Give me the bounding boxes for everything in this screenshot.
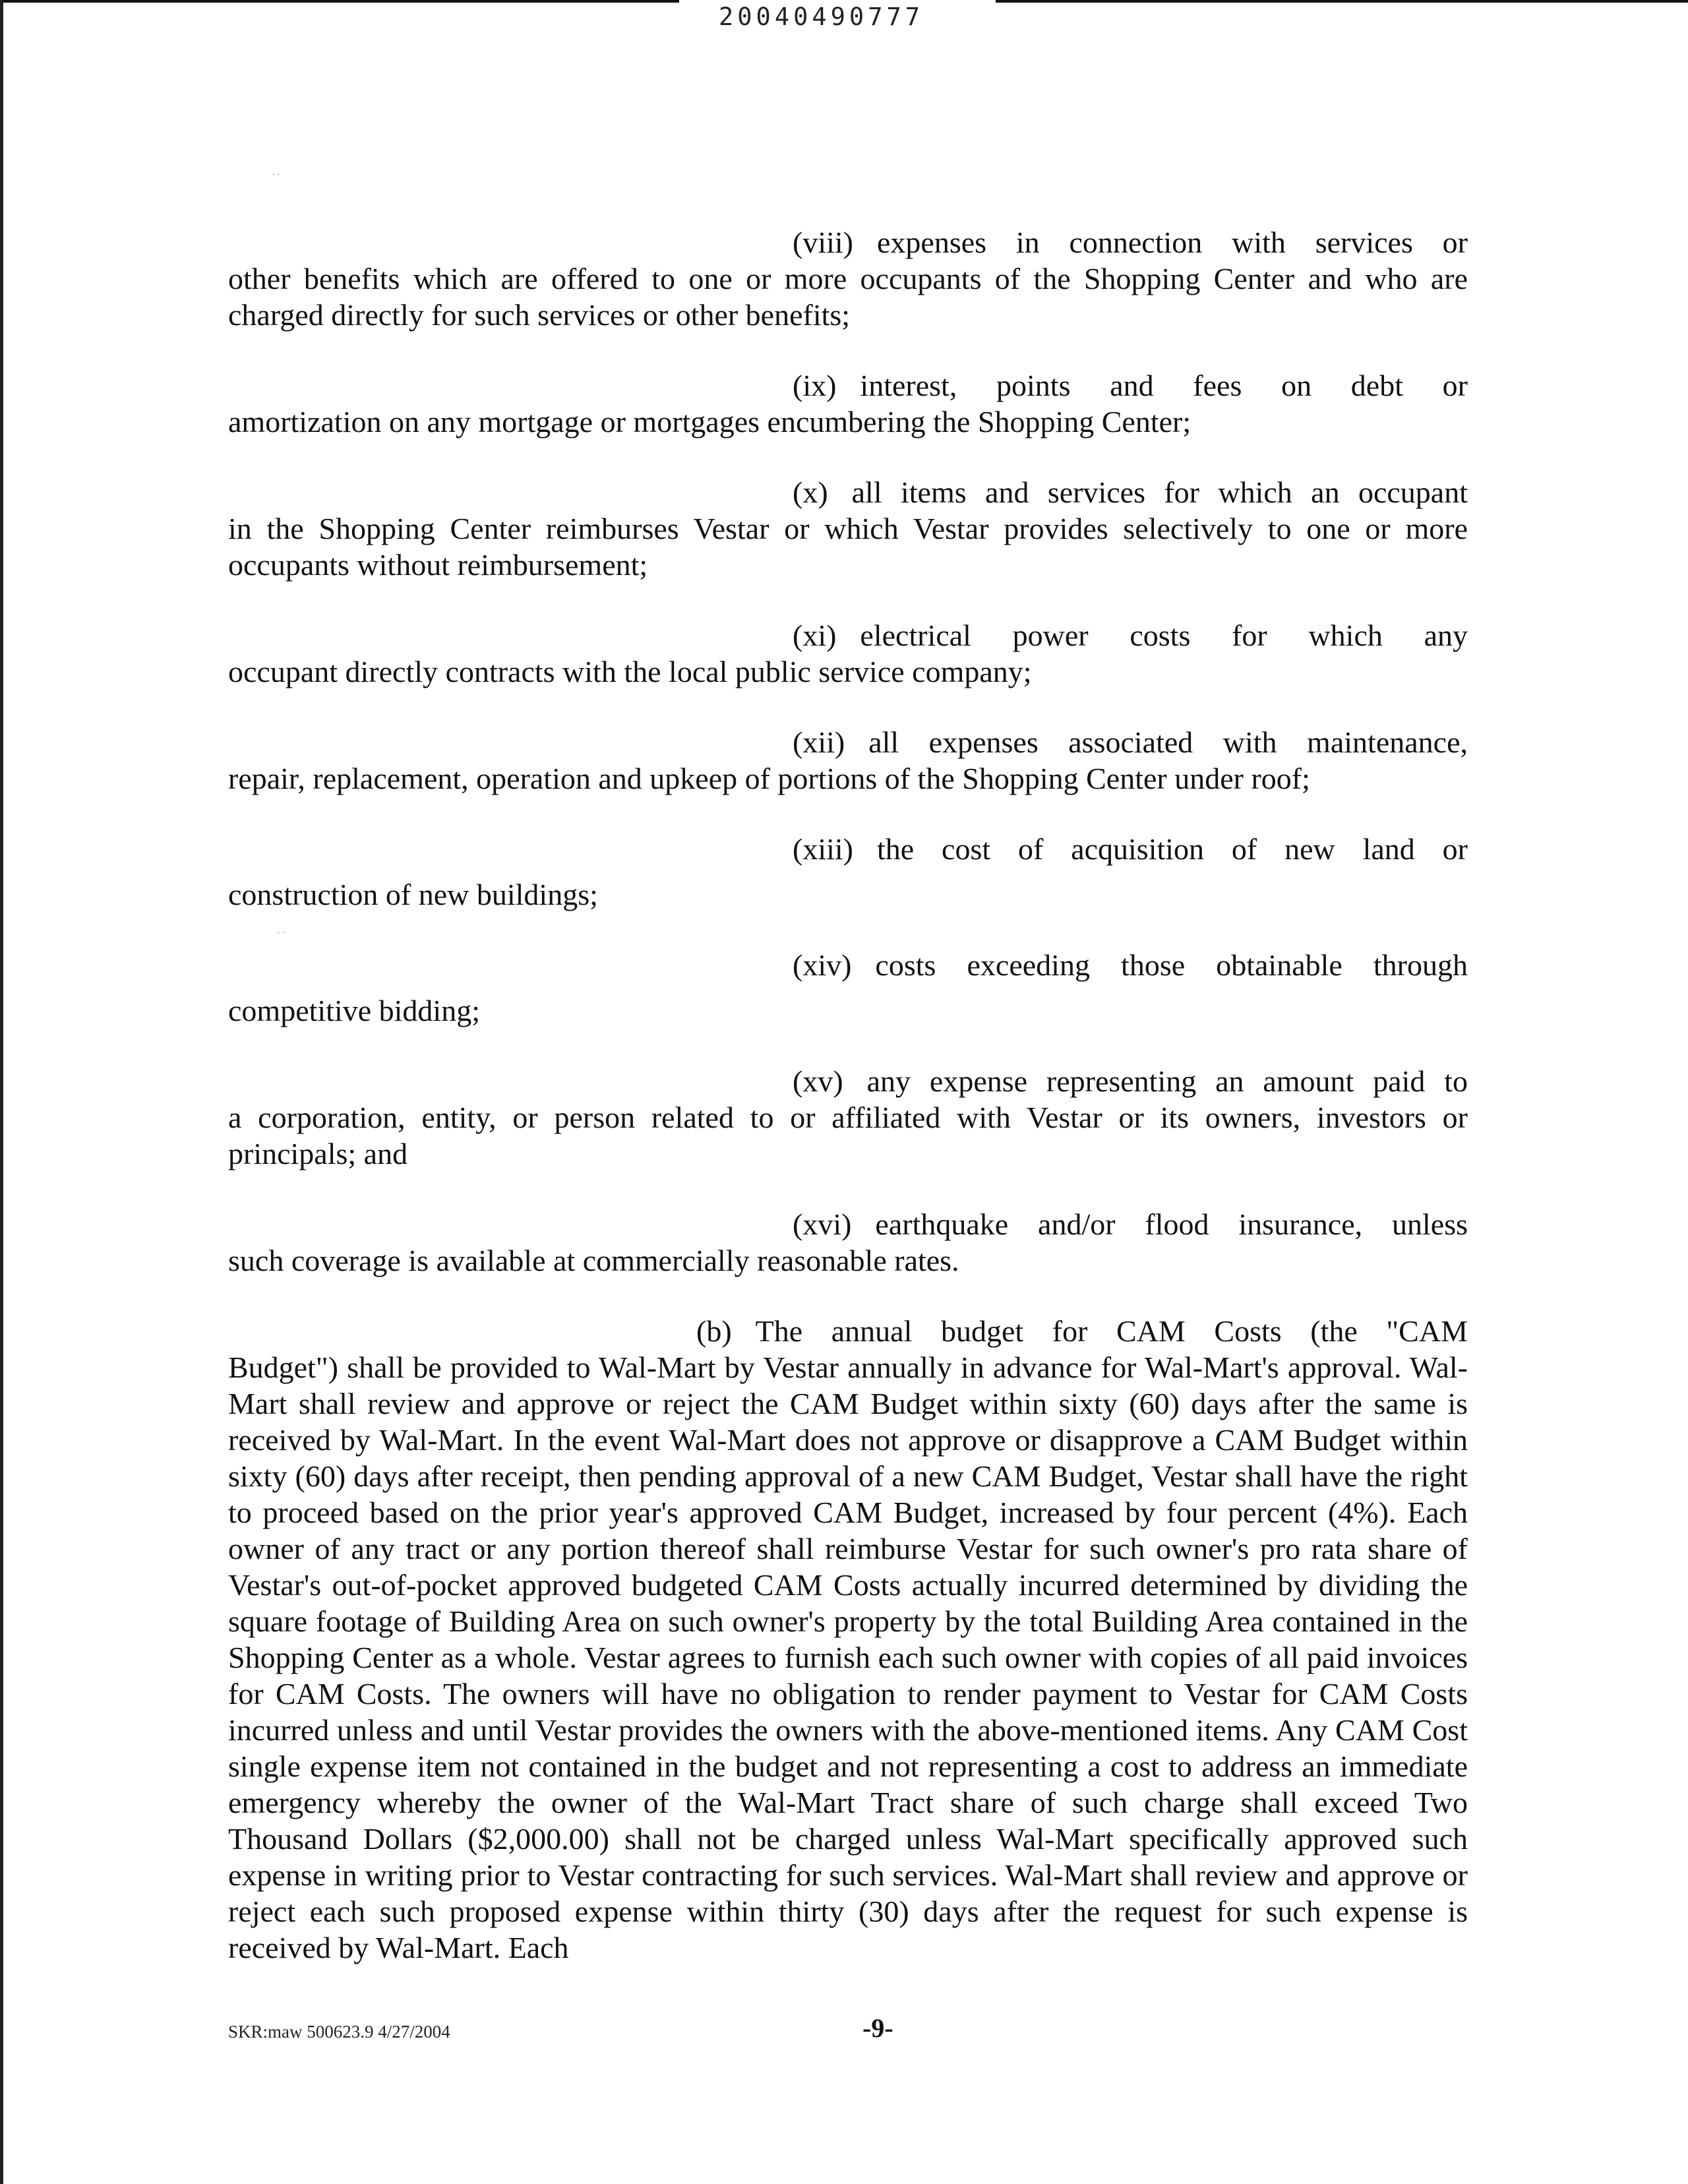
item-text: construction of new buildings; [228, 878, 598, 911]
item-first-line: all expenses associated with maintenance, [868, 725, 1468, 759]
page-number: -9- [862, 2013, 893, 2043]
document-number: 20040490777 [719, 3, 924, 31]
list-item [228, 1063, 1468, 1172]
item-label: (x) [793, 475, 828, 509]
item-first-line: the cost of acquisition of new land or [876, 832, 1468, 866]
scan-border-top-right [996, 0, 1688, 3]
item-first-line: any expense representing an amount paid to [866, 1064, 1468, 1098]
list-item [228, 474, 1468, 583]
item-first-line: expenses in connection with services or [876, 226, 1468, 259]
item-text: in the Shopping Center reimburses Vestar or which Vestar provides selectively to one or more occupants without reimbursement; [228, 512, 1468, 582]
paragraph-label: (b) [696, 1314, 732, 1348]
item-first-line: interest, points and fees on debt or [860, 369, 1468, 402]
item-text: repair, replacement, operation and upkeep of portions of the Shopping Center under roof; [228, 762, 1310, 795]
item-text: competitive bidding; [228, 994, 480, 1027]
item-text: amortization on any mortgage or mortgages encumbering the Shopping Center; [228, 405, 1191, 439]
item-label: (xiii) [793, 832, 853, 866]
list-item [228, 617, 1468, 690]
item-first-line: all items and services for which an occupant [851, 475, 1468, 509]
item-text: such coverage is available at commercially reasonable rates. [228, 1244, 959, 1277]
scan-border-top-left [0, 0, 679, 3]
paragraph-b [228, 1313, 1468, 1966]
list-item [228, 947, 1468, 1029]
item-label: (xii) [793, 725, 845, 759]
item-text: occupant directly contracts with the local public service company; [228, 655, 1032, 688]
item-label: (xv) [793, 1064, 843, 1098]
item-first-line: costs exceeding those obtainable through [875, 948, 1468, 982]
scan-speck: · · [277, 928, 286, 938]
scan-speck: · · [272, 170, 280, 180]
scan-border-left [0, 0, 3, 2184]
item-label: (viii) [793, 226, 853, 259]
item-first-line: electrical power costs for which any [860, 619, 1468, 652]
item-label: (ix) [793, 369, 837, 402]
list-item [228, 224, 1468, 333]
item-label: (xvi) [793, 1207, 852, 1241]
list-item [228, 367, 1468, 440]
item-label: (xi) [793, 619, 837, 652]
footer-doc-ref: SKR:maw 500623.9 4/27/2004 [228, 2022, 450, 2042]
item-first-line: earthquake and/or flood insurance, unless [875, 1207, 1468, 1241]
paragraph-first-line: The annual budget for CAM Costs (the "CAM [755, 1314, 1468, 1348]
item-label: (xiv) [793, 948, 852, 982]
paragraph-text: Budget") shall be provided to Wal-Mart by Vestar annually in advance for Wal-Mart's approval. Wal-Mart shall review and approve or reject the CAM Budget within sixty (60) days after the same is received by Wal-Mart. In the event Wal-Mart does not approve or disapprove a CAM Budget within sixty (60) days after receipt, then pending approval of a new CAM Budget, Vestar shall have the right to proceed based on the prior year's approved CAM Budget, increased by four percent (4%). Each owner of any tract or any portion thereof shall reimburse Vestar for such owner's pro rata share of Vestar's out-of-pocket approved budgeted CAM Costs actually incurred determined by dividing the square footage of Building Area on such owner's property by the total Building Area contained in the Shopping Center as a whole. Vestar agrees to furnish each such owner with copies of all paid invoices for CAM Costs. The owners will have no obligation to render payment to Vestar for CAM Costs incurred unless and until Vestar provides the owners with the above-mentioned items. Any CAM Cost single expense item not contained in the budget and not representing a cost to address an immediate emergency whereby the owner of the Wal-Mart Tract share of such charge shall exceed Two Thousand Dollars ($2,000.00) shall not be charged unless Wal-Mart specifically approved such expense in writing prior to Vestar contracting for such services. Wal-Mart shall review and approve or reject each such proposed expense within thirty (30) days after the request for such expense is received by Wal-Mart. Each [228, 1350, 1468, 1964]
list-item [228, 831, 1468, 913]
item-text: other benefits which are offered to one or more occupants of the Shopping Center and who are charged directly for such services or other benefits; [228, 262, 1468, 332]
list-item [228, 1206, 1468, 1279]
document-body [228, 224, 1468, 2000]
item-text: a corporation, entity, or person related to or affiliated with Vestar or its owners, investors or principals; and [228, 1101, 1468, 1170]
list-item [228, 724, 1468, 797]
